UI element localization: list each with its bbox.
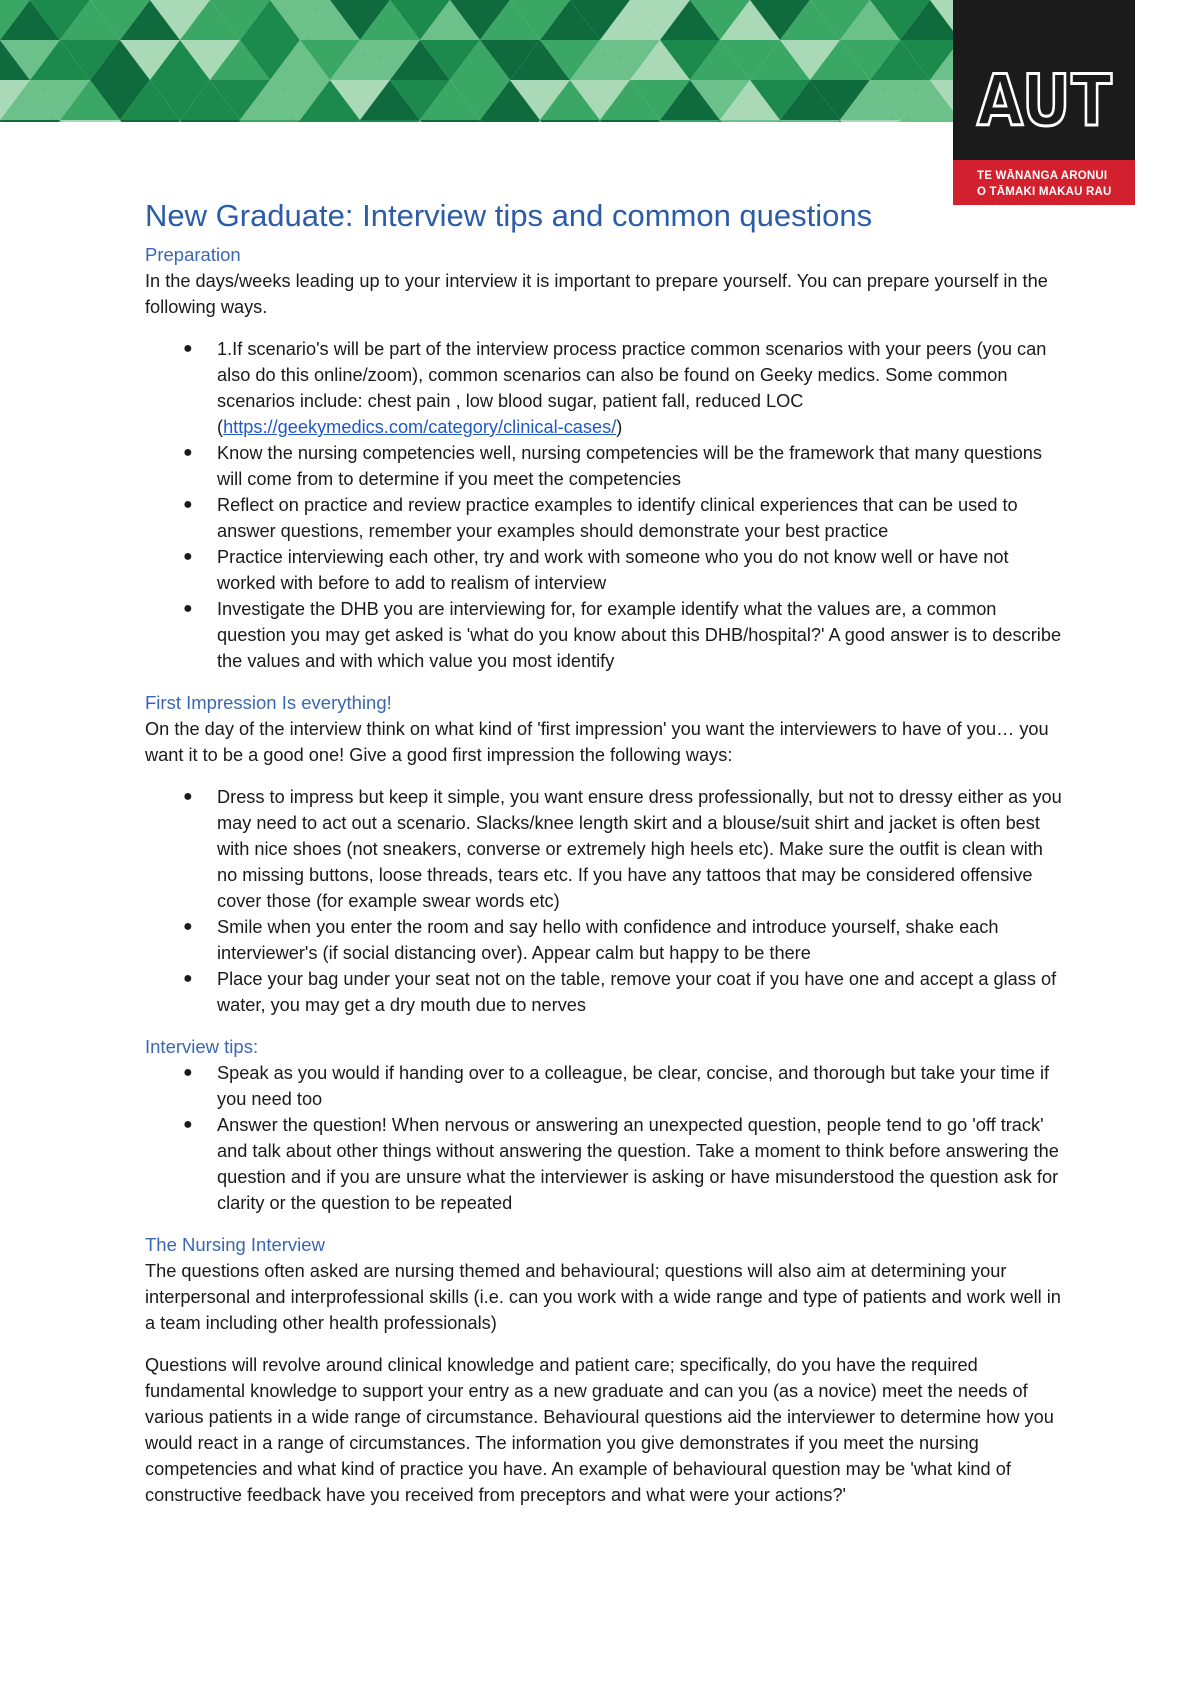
list-item: ● Answer the question! When nervous or answering an unexpected question, people tend to go 'off track' and talk about other things without answering the question. Take a moment to think before answering the question and if you are unsure what the interviewer is asking or have misunderstood the question ask for clarity or the question to be repeated: [145, 1112, 1065, 1216]
logo-wordmark: AUT: [977, 60, 1113, 142]
bullet-icon: ●: [183, 918, 193, 935]
nursing-interview-para2: Questions will revolve around clinical knowledge and patient care; specifically, do you have the required fundamental knowledge to support your entry as a new graduate and can you (as a novice) meet the needs of various patients in a wide range of circumstance. Behavioural questions aid the interviewer to determine how you would react in a range of circumstances. The information you give demonstrates if you meet the nursing competencies and what kind of practice you have. An example of behavioural question may be 'what kind of constructive feedback have you received from preceptors and what were your actions?': [145, 1355, 1054, 1505]
bullet-icon: ●: [183, 1116, 193, 1133]
banner-triangle: [480, 120, 540, 122]
bullet-icon: ●: [183, 496, 193, 513]
banner-triangle: [720, 120, 780, 122]
bullet-icon: ●: [183, 600, 193, 617]
section-heading-interview-tips: Interview tips:: [145, 1036, 259, 1057]
logo-tagline-line2: O TĀMAKI MAKAU RAU: [977, 186, 1112, 198]
list-item: ● Smile when you enter the room and say hello with confidence and introduce yourself, shake each interviewer's (if social distancing over). Appear calm but happy to be there: [145, 914, 1065, 966]
bullet-icon: ●: [183, 1064, 193, 1081]
banner-triangle: [600, 120, 660, 122]
banner-triangle: [180, 120, 240, 122]
bullet-icon: ●: [183, 970, 193, 987]
nursing-interview-para1: The questions often asked are nursing themed and behavioural; questions will also aim at determining your interpersonal and interprofessional skills (i.e. can you work with a wide range and type of patients and work well in a team including other health professionals): [145, 1261, 1061, 1333]
banner-triangle: [240, 120, 300, 122]
first-impression-list: [145, 784, 1065, 1018]
list-item: ● Place your bag under your seat not on the table, remove your coat if you have one and accept a glass of water, you may get a dry mouth due to nerves: [145, 966, 1065, 1018]
bullet-icon: ●: [183, 548, 193, 565]
section-heading-nursing-interview: The Nursing Interview: [145, 1234, 325, 1255]
list-item: ● Reflect on practice and review practice examples to identify clinical experiences that can be used to answer questions, remember your examples should demonstrate your best practice: [145, 492, 1065, 544]
banner-triangle: [840, 120, 900, 122]
geekymedics-link[interactable]: https://geekymedics.com/category/clinical-cases/: [223, 417, 617, 437]
banner-triangle: [60, 120, 120, 122]
first-impression-intro: On the day of the interview think on what kind of 'first impression' you want the interviewers to have of you… you want it to be a good one! Give a good first impression the following ways:: [145, 719, 1049, 765]
document-body: [145, 196, 1065, 1508]
banner-triangle: [420, 120, 480, 122]
bullet-icon: ●: [183, 444, 193, 461]
banner-triangle: [300, 120, 360, 122]
triangle-pattern: [0, 0, 960, 122]
list-item: ● Dress to impress but keep it simple, you want ensure dress professionally, but not to dressy either as you may need to act out a scenario. Slacks/knee length skirt and a blouse/suit shirt and jacket is often best with nice shoes (not sneakers, converse or extremely high heels etc). Make sure the outfit is clean with no missing buttons, loose threads, tears etc. If you have any tattoos that may be considered offensive cover those (for example swear words etc): [145, 784, 1065, 914]
banner-triangle: [660, 120, 720, 122]
list-item: ● 1.If scenario's will be part of the interview process practice common scenarios with your peers (you can also do this online/zoom), common scenarios can also be found on Geeky medics. Some common scenarios include: chest pain , low blood sugar, patient fall, reduced LOC (https://geekymedics.com/category/clinical-cases/): [145, 336, 1065, 440]
banner-triangle: [900, 120, 960, 122]
page-title: New Graduate: Interview tips and common questions: [145, 198, 873, 233]
section-heading-preparation: Preparation: [145, 244, 241, 265]
banner-triangle: [0, 120, 60, 122]
aut-logo: [953, 0, 1135, 205]
preparation-list: [145, 336, 1065, 674]
list-item: ● Know the nursing competencies well, nursing competencies will be the framework that many questions will come from to determine if you meet the competencies: [145, 440, 1065, 492]
bullet-icon: ●: [183, 788, 193, 805]
interview-tips-list: [145, 1060, 1065, 1216]
banner-triangle: [540, 120, 600, 122]
list-item: ● Speak as you would if handing over to a colleague, be clear, concise, and thorough but take your time if you need too: [145, 1060, 1065, 1112]
list-item: ● Practice interviewing each other, try and work with someone who you do not know well or have not worked with before to add to realism of interview: [145, 544, 1065, 596]
list-item: ● Investigate the DHB you are interviewing for, for example identify what the values are, a common question you may get asked is 'what do you know about this DHB/hospital?' A good answer is to describe the values and with which value you most identify: [145, 596, 1065, 674]
section-heading-first-impression: First Impression Is everything!: [145, 692, 392, 713]
logo-tagline-line1: TE WĀNANGA ARONUI: [977, 170, 1108, 182]
banner-triangle: [360, 120, 420, 122]
bullet-icon: ●: [183, 340, 193, 357]
header-banner: [0, 0, 960, 122]
preparation-intro: In the days/weeks leading up to your interview it is important to prepare yourself. You can prepare yourself in the following ways.: [145, 271, 1048, 317]
banner-triangle: [120, 120, 180, 122]
banner-triangle: [780, 120, 840, 122]
